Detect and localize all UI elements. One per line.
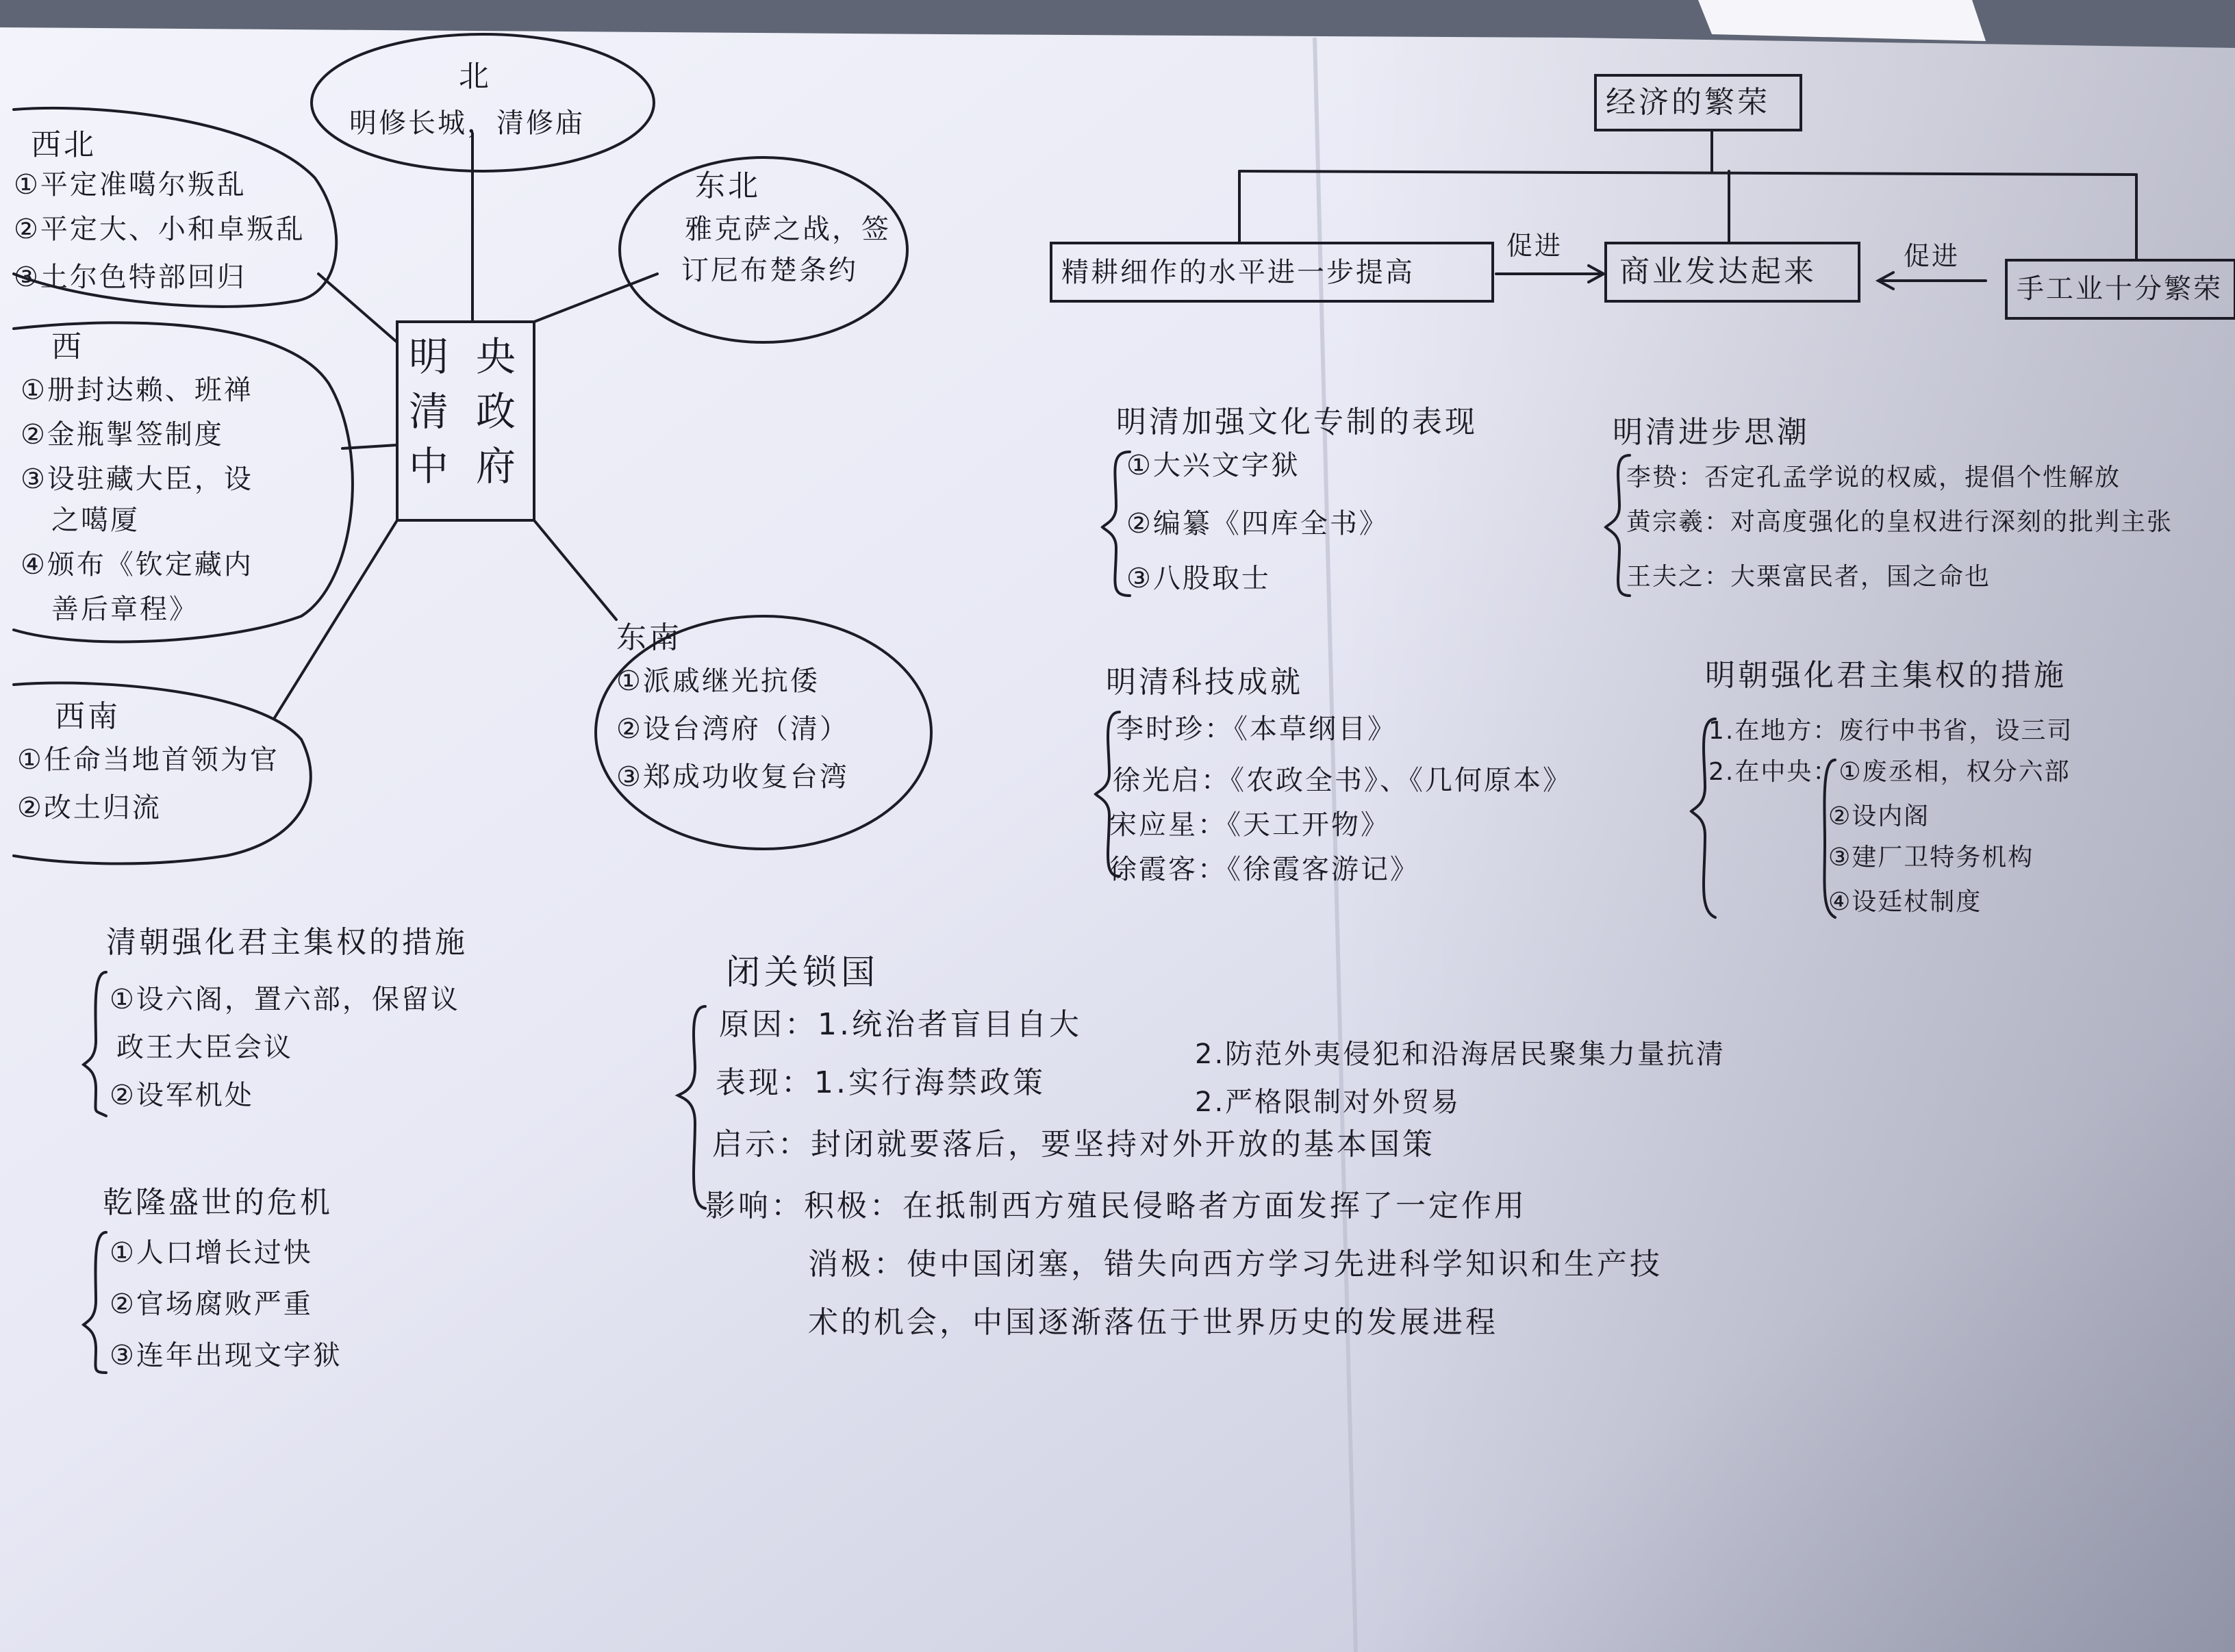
- northeast-item-2: 订尼布楚条约: [681, 255, 858, 286]
- northeast-title: 东北: [695, 168, 761, 203]
- west-item-4: 之噶厦: [51, 505, 140, 536]
- northwest-item-1: ①平定准噶尔叛乱: [14, 169, 247, 201]
- west-item-3: ③设驻藏大臣，设: [21, 463, 253, 495]
- northwest-item-2: ②平定大、小和卓叛乱: [14, 214, 305, 245]
- center-right-column: 央政府: [469, 335, 516, 500]
- thought-item-3: 王夫之：大栗富民者，国之命也: [1626, 563, 1991, 591]
- southwest-title: 西南: [55, 699, 121, 734]
- southeast-item-3: ③郑成功收复台湾: [616, 761, 849, 793]
- qing-power-title: 清朝强化君主集权的措施: [106, 925, 468, 960]
- qing-power-item-2: 政王大臣会议: [116, 1032, 293, 1063]
- west-title: 西: [51, 329, 84, 364]
- northeast-item-1: 雅克萨之战，签: [685, 214, 891, 245]
- culture-item-1: ①大兴文字狱: [1126, 450, 1300, 481]
- economy-arrow-left-label: 促进: [1506, 231, 1563, 261]
- ming-power-item-4: ③建厂卫特务机构: [1828, 843, 2034, 872]
- north-line: 明修长城，清修庙: [349, 107, 585, 139]
- southeast-title: 东南: [616, 620, 682, 655]
- west-item-1: ①册封达赖、班禅: [21, 374, 253, 406]
- north-title: 北: [459, 59, 492, 94]
- southeast-item-2: ②设台湾府（清）: [616, 713, 849, 745]
- southwest-item-1: ①任命当地首领为官: [17, 744, 279, 776]
- closure-lesson: 启示：封闭就要落后，要坚持对外开放的基本国策: [712, 1127, 1435, 1162]
- qing-power-item-3: ②设军机处: [110, 1080, 254, 1111]
- southwest-item-2: ②改土归流: [17, 792, 162, 824]
- thought-item-2: 黄宗羲：对高度强化的皇权进行深刻的批判主张: [1626, 508, 2173, 536]
- culture-item-2: ②编纂《四库全书》: [1126, 508, 1389, 539]
- closure-performance: 表现：1.实行海禁政策: [716, 1065, 1046, 1100]
- closure-performance-2: 2.严格限制对外贸易: [1195, 1086, 1461, 1118]
- economy-left-box: 精耕细作的水平进一步提高: [1061, 257, 1415, 288]
- closure-impact-positive: 影响：积极：在抵制西方殖民侵略者方面发挥了一定作用: [705, 1189, 1527, 1223]
- southeast-item-1: ①派戚继光抗倭: [616, 665, 820, 697]
- west-item-2: ②金瓶掣签制度: [21, 419, 224, 450]
- thought-item-1: 李贽：否定孔孟学说的权威，提倡个性解放: [1626, 463, 2121, 492]
- closure-impact-negative: 消极：使中国闭塞，错失向西方学习先进科学知识和生产技: [808, 1247, 1663, 1282]
- qianlong-item-2: ②官场腐败严重: [110, 1288, 313, 1320]
- northwest-title: 西北: [31, 127, 97, 162]
- ming-power-item-3: ②设内阁: [1828, 802, 1930, 830]
- science-item-2: 徐光启：《农政全书》、《几何原本》: [1113, 765, 1572, 796]
- science-item-4: 徐霞客：《徐霞客游记》: [1109, 854, 1419, 885]
- west-item-6: 善后章程》: [51, 594, 199, 625]
- economy-center-box: 商业发达起来: [1619, 254, 1817, 289]
- culture-item-3: ③八股取士: [1126, 563, 1271, 594]
- closure-cause: 原因：1.统治者盲目自大: [719, 1007, 1082, 1042]
- economy-arrow-right-label: 促进: [1904, 241, 1960, 271]
- closure-cause-2: 2.防范外夷侵犯和沿海居民聚集力量抗清: [1195, 1039, 1726, 1070]
- qing-power-item-1: ①设六阁，置六部，保留议: [110, 984, 460, 1015]
- qianlong-item-1: ①人口增长过快: [110, 1237, 313, 1269]
- thought-title: 明清进步思潮: [1613, 415, 1810, 450]
- center-left-column: 明清中: [402, 335, 449, 500]
- science-item-1: 李时珍：《本草纲目》: [1116, 713, 1397, 745]
- economy-right-box: 手工业十分繁荣: [2017, 273, 2223, 305]
- closure-impact-negative-2: 术的机会，中国逐渐落伍于世界历史的发展进程: [808, 1305, 1498, 1340]
- west-item-5: ④颁布《钦定藏内: [21, 549, 253, 581]
- economy-title: 经济的繁荣: [1606, 85, 1770, 120]
- closure-title: 闭关锁国: [726, 952, 879, 992]
- qianlong-title: 乾隆盛世的危机: [103, 1185, 333, 1220]
- ming-power-item-5: ④设廷杖制度: [1828, 888, 1982, 916]
- culture-title: 明清加强文化专制的表现: [1116, 405, 1478, 440]
- northwest-item-3: ③土尔色特部回归: [14, 262, 247, 293]
- science-title: 明清科技成就: [1106, 665, 1303, 700]
- qianlong-item-3: ③连年出现文字狱: [110, 1340, 342, 1371]
- ming-power-item-1: 1.在地方：废行中书省，设三司: [1708, 717, 2073, 745]
- ming-power-item-2: 2.在中央：①废丞相，权分六部: [1708, 758, 2071, 786]
- science-item-3: 宋应星：《天工开物》: [1109, 809, 1390, 841]
- ming-power-title: 明朝强化君主集权的措施: [1705, 658, 2067, 693]
